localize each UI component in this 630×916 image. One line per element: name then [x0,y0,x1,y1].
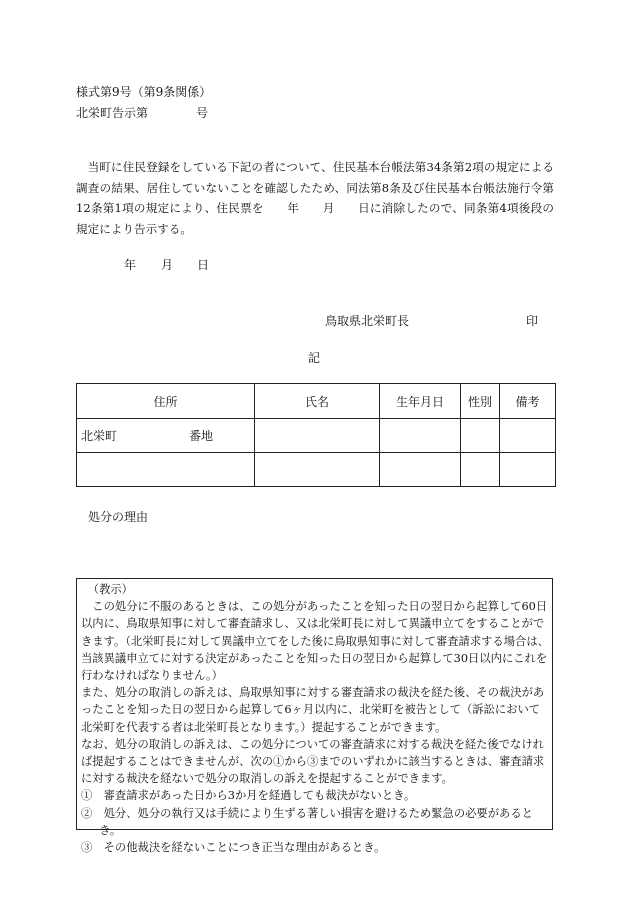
header-address: 住所 [77,384,255,419]
notice-item-1 [81,787,550,804]
cell-address [77,419,255,453]
cell-name [255,453,380,487]
cell-address [77,453,255,487]
cell-birthdate [380,453,461,487]
ki-heading: 記 [308,351,321,365]
notice-title: （教示） [87,583,133,596]
cell-sex [461,419,500,453]
date-day: 日 [197,258,210,272]
notice-item-3 [81,839,550,856]
notice-paragraph-1: この処分に不服のあるときは、この処分があったことを知った日の翌日から起算して60日以内に、鳥取県知事に対して審査請求し、又は北栄町長に対して異議申立てをすることができます。（北栄町長に対して異議申立てをした後に鳥取県知事に対して審査請求する場合は、当該異議申立てに対する決定があったことを知った日の翌日から起算して30日以内にこれを行わなければなりません。） [81,600,549,683]
residents-table [76,383,556,487]
header-sex: 性別 [461,384,500,419]
form-number: 様式第9号（第9条関係） [76,85,212,99]
date-month: 月 [161,258,174,272]
item-mark: ② [81,806,93,820]
address-town: 北栄町 [81,429,118,443]
cell-remarks [500,419,556,453]
item-text: 処分、処分の執行又は手続により生ずる著しい損害を避けるため緊急の必要があるとき。 [99,806,533,837]
item-text: その他裁決を経ないことにつき正当な理由があるとき。 [103,841,386,855]
table-row [77,453,556,487]
notice-number-prefix: 北栄町告示第 [76,106,149,120]
seal-mark: 印 [526,314,539,328]
cell-remarks [500,453,556,487]
reason-label: 処分の理由 [88,510,149,524]
table-row [77,419,556,453]
notice-paragraph-3: なお、処分の取消しの訴えは、この処分についての審査請求に対する裁決を経た後でなければ提起することはできませんが、次の①から③までのいずれかに該当するときは、審査請求に対する裁決を経ないで処分の取消しの訴えを提起することができます。 [81,737,545,786]
table-header-row [77,384,556,419]
notice-paragraph-2: また、処分の取消しの訴えは、鳥取県知事に対する審査請求の裁決を経た後、その裁決があったことを知った日の翌日から起算して6ヶ月以内に、北栄町を被告として（訴訟において北栄町を代表する者は北栄町長となります。）提起することができます。 [81,686,545,734]
item-mark: ③ [81,841,93,855]
signatory-name: 鳥取県北栄町長 [325,314,410,328]
address-banchi: 番地 [189,429,214,443]
item-text: 審査請求があった日から3か月を経過しても裁決がないとき。 [103,789,416,803]
notice-number-suffix: 号 [196,106,209,120]
cell-sex [461,453,500,487]
notice-item-2 [81,805,550,839]
date-year: 年 [124,258,137,272]
cell-birthdate [380,419,461,453]
cell-name [255,419,380,453]
header-name: 氏名 [255,384,380,419]
header-birthdate: 生年月日 [380,384,461,419]
item-mark: ① [81,789,93,803]
appeal-notice-box [76,578,553,855]
header-remarks: 備考 [500,384,556,419]
body-paragraph: 当町に住民登録をしている下記の者について、住民基本台帳法第34条第2項の規定による調査の結果、居住していないことを確認したため、同法第8条及び住民基本台帳法施行令第12条第1項の規定により、住民票を 年 月 日に消除したので、同条第4項後段の規定により告示する。 [76,160,554,236]
